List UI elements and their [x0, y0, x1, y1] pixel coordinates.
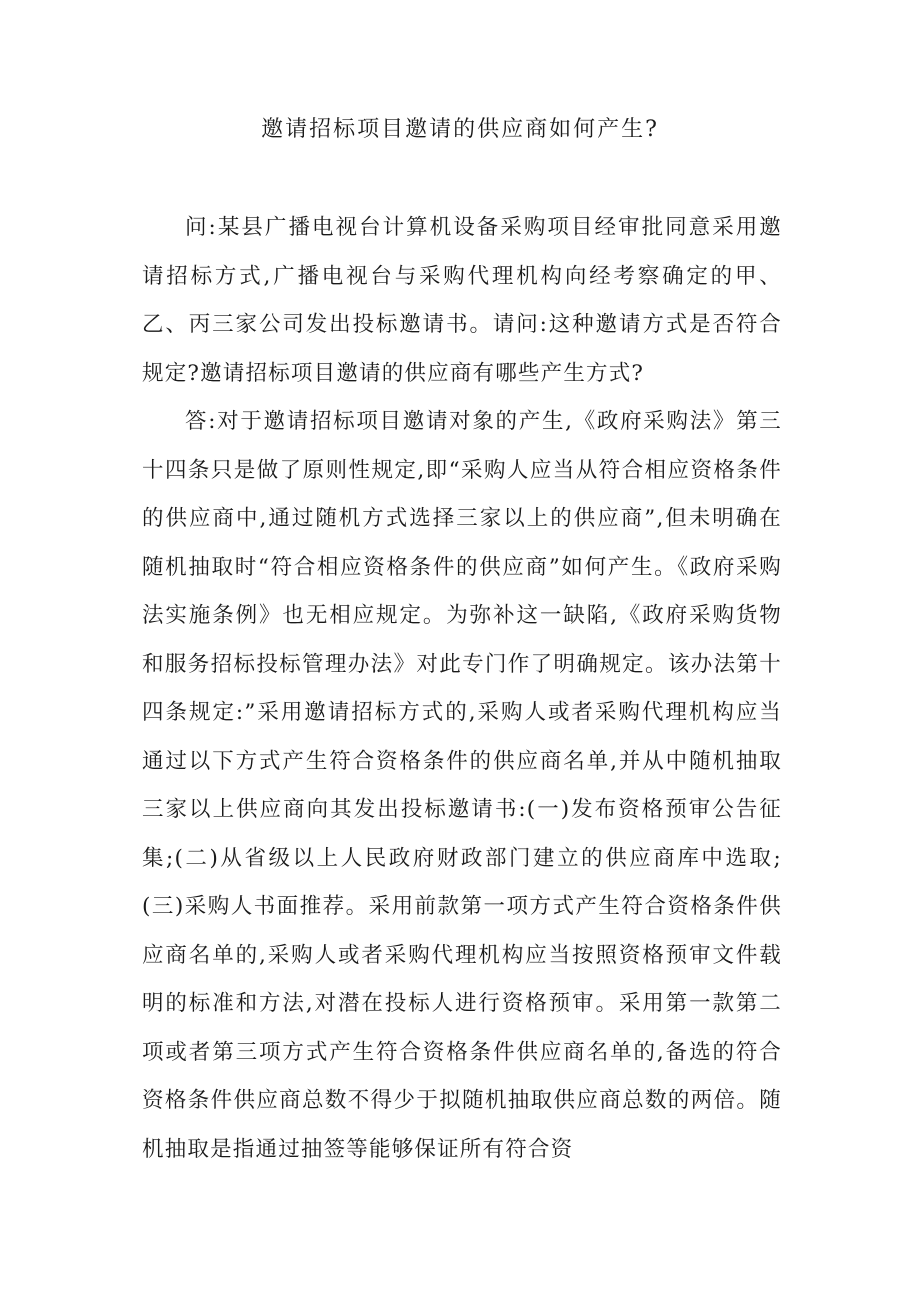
question-paragraph: 问:某县广播电视台计算机设备采购项目经审批同意采用邀请招标方式,广播电视台与采购代理机构向经考察确定的甲、乙、丙三家公司发出投标邀请书。请问:这种邀请方式是否符合规定?邀请招标项目邀请的供应商有哪些产生方式?	[142, 215, 782, 386]
document-title: 邀请招标项目邀请的供应商如何产生?	[261, 117, 659, 142]
answer-paragraph: 答:对于邀请招标项目邀请对象的产生,《政府采购法》第三十四条只是做了原则性规定,即“采购人应当从符合相应资格条件的供应商中,通过随机方式选择三家以上的供应商”,但未明确在随机抽取时“符合相应资格条件的供应商”如何产生。《政府采购法实施条例》也无相应规定。为弥补这一缺陷,《政府采购货物和服务招标投标管理办法》对此专门作了明确规定。该办法第十四条规定:”采用邀请招标方式的,采购人或者采购代理机构应当通过以下方式产生符合资格条件的供应商名单,并从中随机抽取三家以上供应商向其发出投标邀请书:(一)发布资格预审公告征集;(二)从省级以上人民政府财政部门建立的供应商库中选取;(三)采购人书面推荐。采用前款第一项方式产生符合资格条件供应商名单的,采购人或者采购代理机构应当按照资格预审文件载明的标准和方法,对潜在投标人进行资格预审。采用第一款第二项或者第三项方式产生符合资格条件供应商名单的,备选的符合资格条件供应商总数不得少于拟随机抽取供应商总数的两倍。随机抽取是指通过抽签等能够保证所有符合资	[142, 409, 782, 1162]
document-body	[142, 204, 782, 1174]
